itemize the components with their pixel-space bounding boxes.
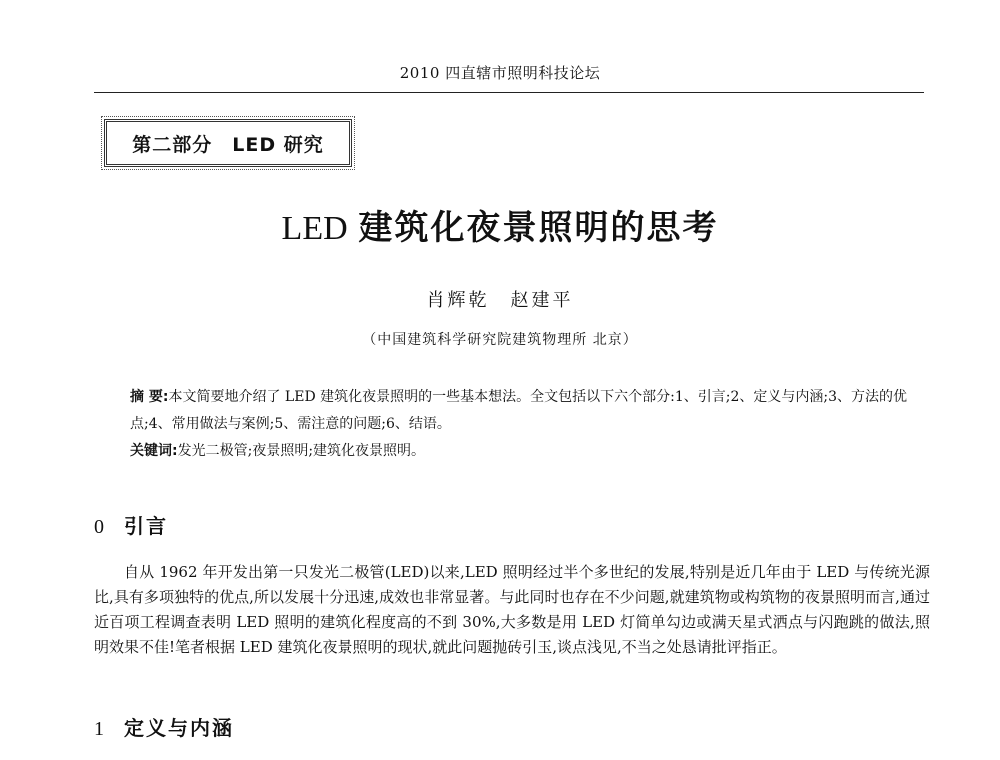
keywords-text: 发光二极管;夜景照明;建筑化夜景照明。 [177, 443, 426, 459]
abstract-text: 本文简要地介绍了 LED 建筑化夜景照明的一些基本想法。全文包括以下六个部分:1、引言;2、定义与内涵;3、方法的优点;4、常用做法与案例;5、需注意的问题;6、结语。 [130, 389, 907, 432]
section-heading-definition [94, 712, 234, 741]
header-rule [94, 92, 924, 93]
affiliation: （中国建筑科学研究院建筑物理所 北京） [362, 332, 638, 348]
paper-title [0, 200, 1000, 249]
paper-title-cjk: 建筑化夜景照明的思考 [358, 208, 719, 248]
paper-title-latin: LED [281, 210, 348, 247]
section-title: 引言 [124, 514, 168, 538]
authors: 肖辉乾 赵建平 [426, 290, 574, 311]
keywords-label: 关键词: [130, 443, 178, 459]
section-label-box [104, 119, 352, 167]
abstract-block [130, 384, 920, 465]
section-number: 0 [94, 516, 104, 538]
section-title: 定义与内涵 [124, 716, 234, 740]
section-number: 1 [94, 718, 104, 740]
abstract-paragraph [130, 384, 920, 438]
keywords-paragraph [130, 438, 920, 465]
abstract-label: 摘 要: [130, 389, 169, 405]
section-heading-intro [94, 510, 168, 539]
running-header: 2010 四直辖市照明科技论坛 [399, 64, 601, 82]
intro-paragraph: 自从 1962 年开发出第一只发光二极管(LED)以来,LED 照明经过半个多世纪的发展,特别是近几年由于 LED 与传统光源比,具有多项独特的优点,所以发展十分迅速,成效也非常显著。与此同时也存在不少问题,就建筑物或构筑物的夜景照明而言,通过近百项工程调查表明 LED 照明的建筑化程度高的不到 30%,大多数是用 LED 灯简单勾边或满天星式洒点与闪跑跳的做法,照明效果不佳!笔者根据 LED 建筑化夜景照明的现状,就此问题抛砖引玉,谈点浅见,不当之处恳请批评指正。 [94, 563, 930, 656]
section-label: 第二部分 LED 研究 [132, 133, 324, 156]
